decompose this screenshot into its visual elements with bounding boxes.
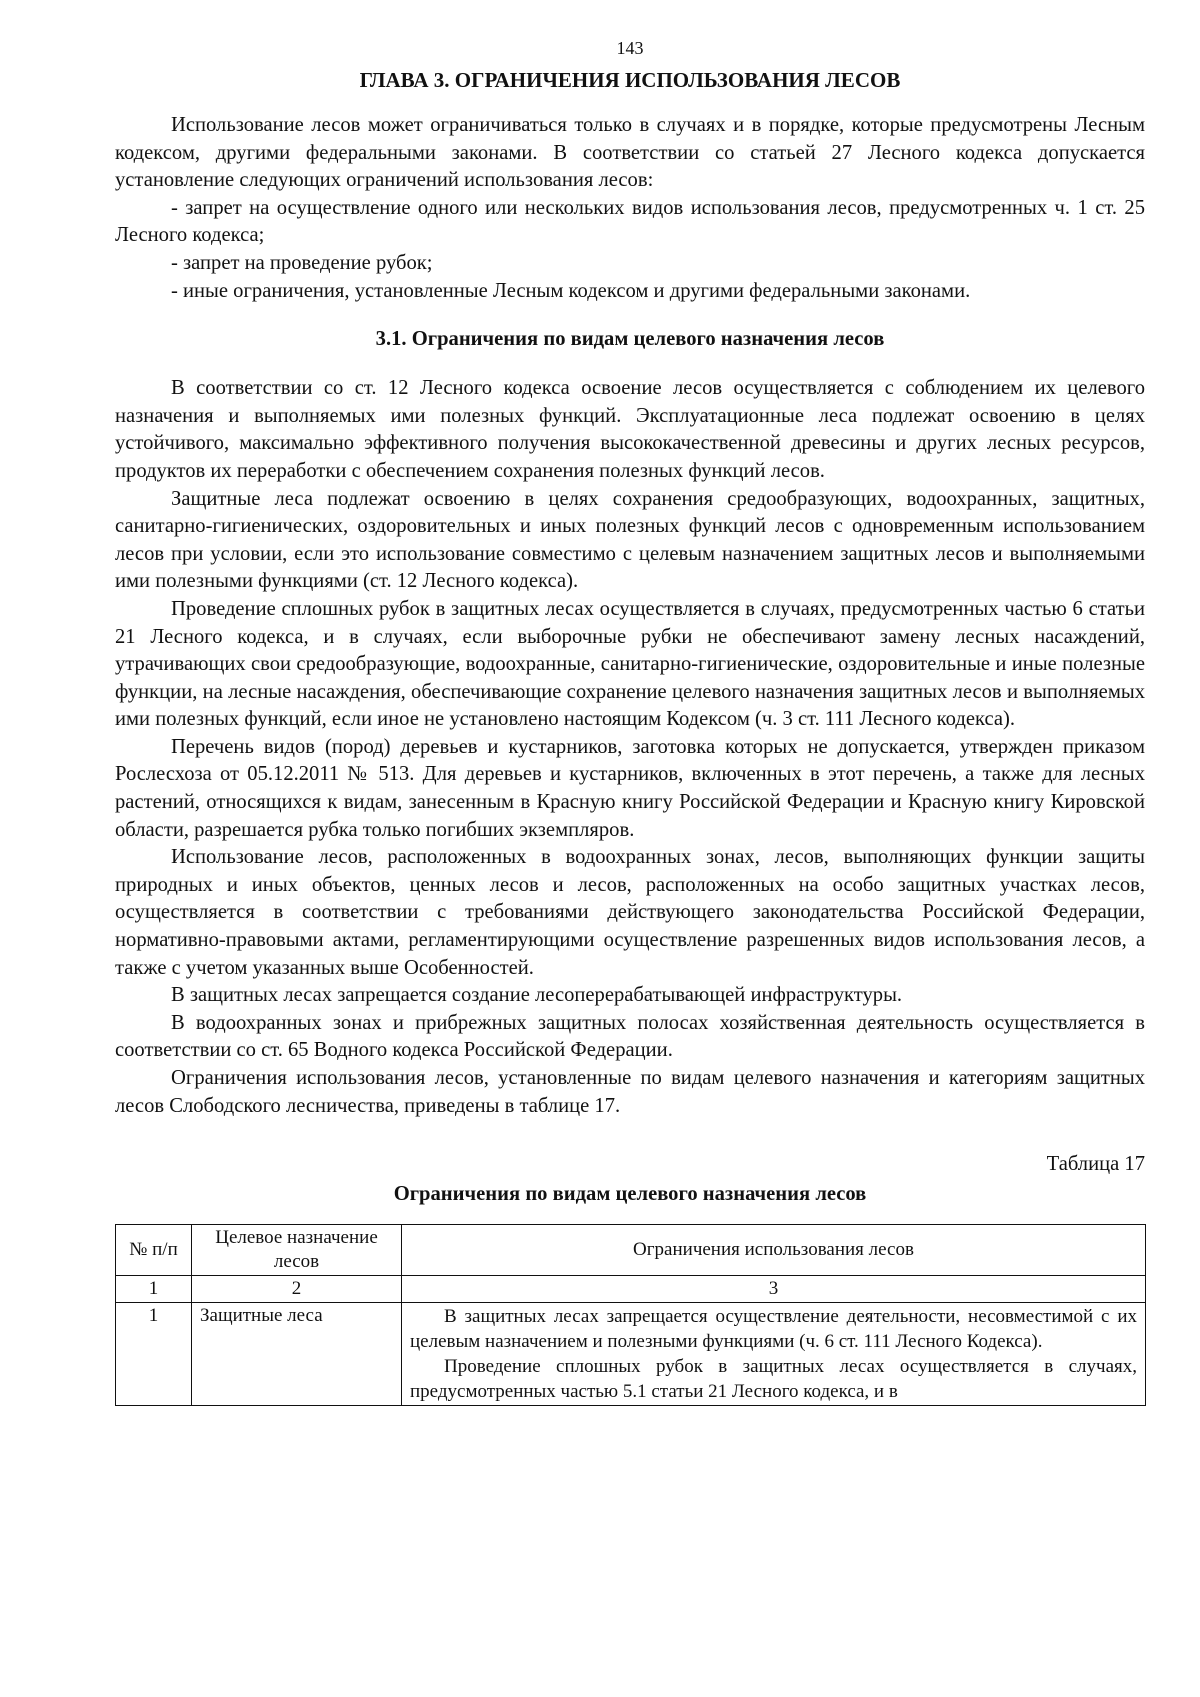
restrictions-table (115, 1224, 1146, 1406)
chapter-title: ГЛАВА 3. ОГРАНИЧЕНИЯ ИСПОЛЬЗОВАНИЯ ЛЕСОВ (359, 68, 901, 92)
intro-list-item: - запрет на проведение рубок; (171, 251, 433, 274)
table-row (116, 1303, 1146, 1406)
table-header-row (116, 1225, 1146, 1276)
row-purpose-cell: Защитные леса (192, 1303, 402, 1406)
body-paragraph: Перечень видов (пород) деревьев и кустарников, заготовка которых не допускается, утвержден приказом Рослесхоза от 05.12.2011 № 513. Для деревьев и кустарников, включенных в этот перечень, а также для лесных растений, относящихся к видам, занесенным в Красную книгу Российской Федерации и Красную книгу Кировской области, разрешается рубка только погибших экземпляров. (115, 735, 1145, 841)
table-title: Ограничения по видам целевого назначения лесов (393, 1183, 867, 1206)
restriction-text: Проведение сплошных рубок в защитных лесах осуществляется в случаях, предусмотренных частью 5.1 статьи 21 Лесного кодекса, и в (410, 1356, 1137, 1403)
section-body (115, 375, 1145, 1120)
page-number: 143 (616, 38, 644, 58)
intro-list-item: - запрет на осуществление одного или нескольких видов использования лесов, предусмотренных ч. 1 ст. 25 Лесного кодекса; (115, 196, 1145, 247)
intro-block (115, 112, 1145, 305)
table-column-number-row (116, 1276, 1146, 1303)
body-paragraph: В соответствии со ст. 12 Лесного кодекса освоение лесов осуществляется с соблюдением их целевого назначения и выполняемых ими полезных функций. Эксплуатационные леса подлежат освоению в целях устойчивого, максимально эффективного получения высококачественной древесины и других лесных ресурсов, продуктов их переработки с обеспечением сохранения полезных функций лесов. (115, 377, 1145, 482)
intro-list-item: - иные ограничения, установленные Лесным кодексом и другими федеральными законами. (171, 279, 971, 302)
body-paragraph: Использование лесов, расположенных в водоохранных зонах, лесов, выполняющих функции защиты природных и иных объектов, ценных лесов и лесов, расположенных на особо защитных участках лесов, осуществляется в соответствии с требованиями действующего законодательства Российской Федерации, нормативно-правовыми актами, регламентирующими осуществление разрешенных видов использования лесов, а также с учетом указанных выше Особенностей. (115, 846, 1145, 979)
column-number-cell: 3 (402, 1276, 1146, 1303)
section-title: 3.1. Ограничения по видам целевого назначения лесов (375, 328, 885, 351)
header-cell-number: № п/п (116, 1225, 192, 1276)
body-paragraph: Защитные леса подлежат освоению в целях сохранения средообразующих, водоохранных, защитных, санитарно-гигиенических, оздоровительных и иных полезных функций лесов с одновременным использованием лесов при условии, если это использование совместимо с целевым назначением защитных лесов и выполняемыми ими полезными функциями (ст. 12 Лесного кодекса). (115, 487, 1145, 593)
row-restrictions-cell (402, 1303, 1146, 1406)
column-number-cell: 2 (192, 1276, 402, 1303)
row-number-cell: 1 (116, 1303, 192, 1406)
body-paragraph: В защитных лесах запрещается создание лесоперерабатывающей инфраструктуры. (171, 984, 903, 1007)
column-number-cell: 1 (116, 1276, 192, 1303)
header-cell-restrictions: Ограничения использования лесов (402, 1225, 1146, 1276)
intro-paragraph: Использование лесов может ограничиваться только в случаях и в порядке, которые предусмотрены Лесным кодексом, другими федеральными законами. В соответствии со статьей 27 Лесного кодекса допускается установление следующих ограничений использования лесов: (115, 114, 1145, 192)
document-page (115, 36, 1145, 1406)
body-paragraph: Проведение сплошных рубок в защитных лесах осуществляется в случаях, предусмотренных частью 6 статьи 21 Лесного кодекса, и в случаях, если выборочные рубки не обеспечивают замену лесных насаждений, утрачивающих свои средообразующие, водоохранные, санитарно-гигиенические, оздоровительные и иные полезные функции, на лесные насаждения, обеспечивающие сохранение целевого назначения защитных лесов и выполняемых ими полезных функций, если иное не установлено настоящим Кодексом (ч. 3 ст. 111 Лесного кодекса). (115, 597, 1145, 731)
table-label: Таблица 17 (1046, 1153, 1145, 1176)
restriction-text: В защитных лесах запрещается осуществление деятельности, несовместимой с их целевым назначением и полезными функциями (ч. 6 ст. 111 Лесного Кодекса). (410, 1306, 1137, 1353)
header-cell-purpose: Целевое назначение лесов (192, 1225, 402, 1276)
body-paragraph: Ограничения использования лесов, установленные по видам целевого назначения и категориям защитных лесов Слободского лесничества, приведены в таблице 17. (115, 1067, 1145, 1117)
body-paragraph: В водоохранных зонах и прибрежных защитных полосах хозяйственная деятельность осуществляется в соответствии со ст. 65 Водного кодекса Российской Федерации. (115, 1011, 1145, 1062)
